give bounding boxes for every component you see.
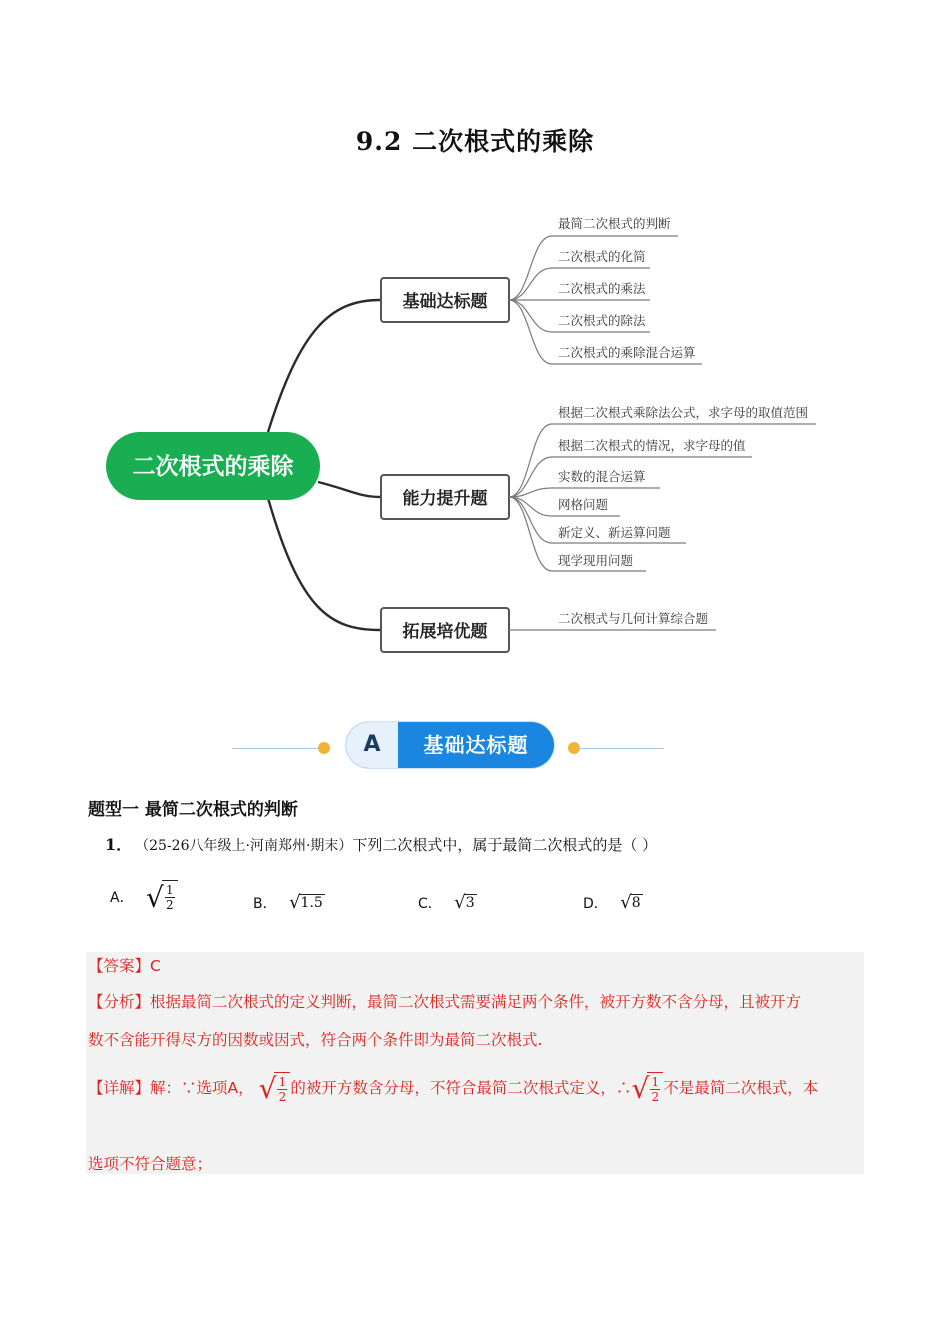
banner-dot-left — [318, 742, 330, 754]
radical-b: √1.5 — [289, 892, 323, 913]
banner-letter: A — [346, 722, 398, 768]
leaf-basic-5: 二次根式的乘除混合运算 — [558, 345, 696, 360]
banner-label: 基础达标题 — [423, 733, 529, 757]
page-title: 9.2 二次根式的乘除 — [355, 127, 595, 156]
option-a: A． √ $\frac{1}{2}$ — [110, 880, 178, 914]
leaf-ability-1: 根据二次根式乘除法公式，求字母的取值范围 — [558, 405, 809, 420]
detail-line-1: 【详解】解：∵选项A， √ $\frac{1}{2}$ 的被开方数含分母，不符合最简二次根式定义，∴√ $\frac{1}{2}$ 不是最简二次根式，本 — [88, 1072, 819, 1105]
option-b: B． √1.5 — [253, 892, 323, 913]
answer-value: C — [150, 957, 161, 975]
detail-radical-2: √ $\frac{1}{2}$ — [631, 1072, 663, 1106]
leaf-ability-2: 根据二次根式的情况，求字母的值 — [558, 438, 746, 453]
option-c: C． √3 — [418, 892, 475, 913]
cat-label-ability: 能力提升题 — [402, 489, 488, 509]
cat-label-extend: 拓展培优题 — [402, 622, 488, 642]
section-heading: 题型一 最简二次根式的判断 — [88, 800, 298, 820]
radical-c: √3 — [454, 892, 475, 913]
leaf-ability-6: 现学现用问题 — [558, 553, 634, 568]
question-number: 1． — [105, 835, 133, 854]
leaf-extend-1: 二次根式与几何计算综合题 — [558, 611, 709, 626]
leaf-basic-4: 二次根式的除法 — [558, 313, 646, 328]
answer-line: 【答案】C — [88, 957, 161, 975]
branch-extend — [268, 498, 380, 630]
question-text: 下列二次根式中，属于最简二次根式的是（ ） — [352, 836, 658, 854]
section-banner — [232, 722, 664, 770]
option-d: D． √8 — [583, 892, 641, 913]
branch-ability — [318, 482, 380, 497]
cat-label-basic: 基础达标题 — [402, 292, 488, 312]
radical-a: √ $\frac{1}{2}$ — [146, 880, 178, 914]
leaf-basic-1: 最简二次根式的判断 — [558, 216, 671, 231]
solution-box — [86, 952, 864, 1174]
detail-radical-1: √ $\frac{1}{2}$ — [259, 1072, 291, 1106]
leaf-ability-4: 网格问题 — [558, 497, 609, 512]
leaf-ability-5: 新定义、新运算问题 — [558, 525, 671, 540]
question-source: （25-26八年级上·河南郑州·期末） — [142, 838, 353, 854]
question-1 — [105, 832, 657, 855]
root-label: 二次根式的乘除 — [132, 454, 294, 480]
leaf-basic-3: 二次根式的乘法 — [558, 281, 646, 296]
radical-d: √8 — [620, 892, 641, 913]
analysis-line-2: 数不含能开得尽方的因数或因式，符合两个条件即为最简二次根式. — [88, 1031, 543, 1049]
leaf-basic-2: 二次根式的化简 — [558, 249, 646, 264]
analysis-line-1: 【分析】根据最简二次根式的定义判断，最简二次根式需要满足两个条件，被开方数不含分母，且被开方 — [88, 993, 802, 1011]
leaf-ability-3: 实数的混合运算 — [558, 469, 646, 484]
detail-line-2: 选项不符合题意； — [88, 1155, 213, 1173]
branch-basic — [268, 300, 380, 432]
